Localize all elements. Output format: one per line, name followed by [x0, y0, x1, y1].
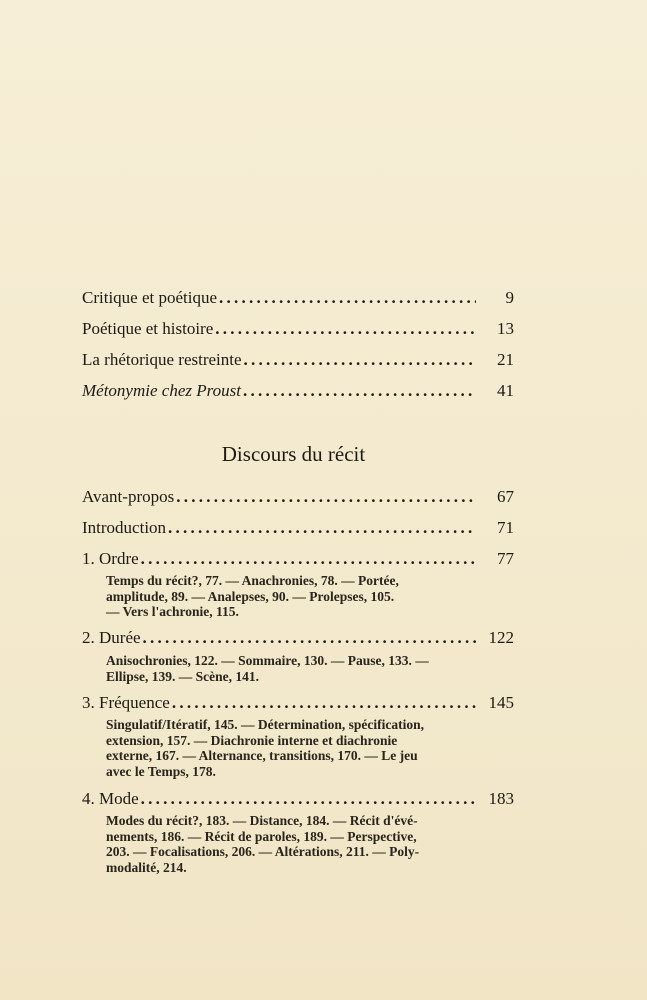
subentry-line: — Vers l'achronie, 115.: [106, 604, 239, 620]
leader-dots: [244, 349, 476, 370]
toc-entry-title: 4. Mode: [82, 789, 139, 808]
toc-entry-rhetorique: [82, 349, 514, 370]
toc-entry-title: Poétique et histoire: [82, 319, 214, 338]
subentry-line: Singulatif/Itératif, 145. — Détermination, spécification,: [106, 717, 424, 732]
leader-dots: [215, 318, 476, 339]
leader-dots: [141, 788, 476, 809]
toc-entry-critique: [82, 287, 514, 308]
toc-entry-title: Avant-propos: [82, 487, 175, 506]
toc-entry-page: 71: [497, 518, 514, 537]
toc-entry-title: Métonymie chez Proust: [82, 381, 241, 400]
toc-entry-metonymie: [82, 380, 514, 401]
leader-dots: [141, 548, 476, 569]
leader-dots: [243, 380, 476, 401]
toc-entry-title: 2. Durée: [82, 628, 141, 647]
toc-entry-ordre: [82, 548, 514, 569]
subentry-line: 203. — Focalisations, 206. — Altérations, 211. — Poly-: [106, 844, 420, 860]
toc-entry-frequence: [82, 692, 514, 713]
subentry-line: modalité, 214.: [106, 859, 187, 875]
subentry-line: amplitude, 89. — Analepses, 90. — Prolepses, 105.: [106, 588, 395, 604]
subentry-line: externe, 167. — Alternance, transitions, 170. — Le jeu: [106, 748, 418, 764]
toc-entry-page: 9: [505, 288, 514, 307]
toc-entry-introduction: [82, 517, 514, 538]
leader-dots: [172, 692, 476, 713]
toc-entry-title: La rhétorique restreinte: [82, 350, 242, 369]
toc-entry-page: 122: [488, 628, 514, 647]
toc-entry-mode: [82, 788, 514, 809]
section-heading: Discours du récit: [221, 442, 366, 466]
toc-entry-page: 41: [497, 381, 514, 400]
subentry-line: Ellipse, 139. — Scène, 141.: [106, 668, 260, 684]
toc-entry-title: 3. Fréquence: [82, 693, 170, 712]
subentry-line: Modes du récit?, 183. — Distance, 184. — Récit d'évé-: [106, 813, 418, 828]
subentries-ordre: [106, 573, 472, 620]
subentry-line: avec le Temps, 178.: [106, 763, 216, 779]
subentry-line: Anisochronies, 122. — Sommaire, 130. — Pause, 133. —: [106, 653, 429, 668]
toc-entry-page: 77: [497, 549, 514, 568]
toc-entry-page: 67: [497, 487, 514, 506]
toc-entry-title: 1. Ordre: [82, 549, 139, 568]
subentries-mode: [106, 813, 472, 875]
subentry-line: nements, 186. — Récit de paroles, 189. — Perspective,: [106, 828, 417, 844]
toc-entry-avant-propos: [82, 486, 514, 507]
toc-entry-title: Introduction: [82, 518, 167, 537]
subentries-duree: [106, 653, 472, 684]
leader-dots: [143, 627, 476, 648]
toc-entry-poetique-histoire: [82, 318, 514, 339]
subentry-line: extension, 157. — Diachronie interne et diachronie: [106, 732, 398, 748]
toc-entry-page: 21: [497, 350, 514, 369]
toc-entry-title: Critique et poétique: [82, 288, 218, 307]
toc-entry-page: 13: [497, 319, 514, 338]
toc-entry-page: 145: [488, 693, 514, 712]
subentries-frequence: [106, 717, 472, 779]
toc-entry-duree: [82, 627, 514, 648]
leader-dots: [219, 287, 476, 308]
subentry-line: Temps du récit?, 77. — Anachronies, 78. — Portée,: [106, 573, 399, 588]
toc-entry-page: 183: [488, 789, 514, 808]
leader-dots: [168, 517, 476, 538]
leader-dots: [176, 486, 476, 507]
